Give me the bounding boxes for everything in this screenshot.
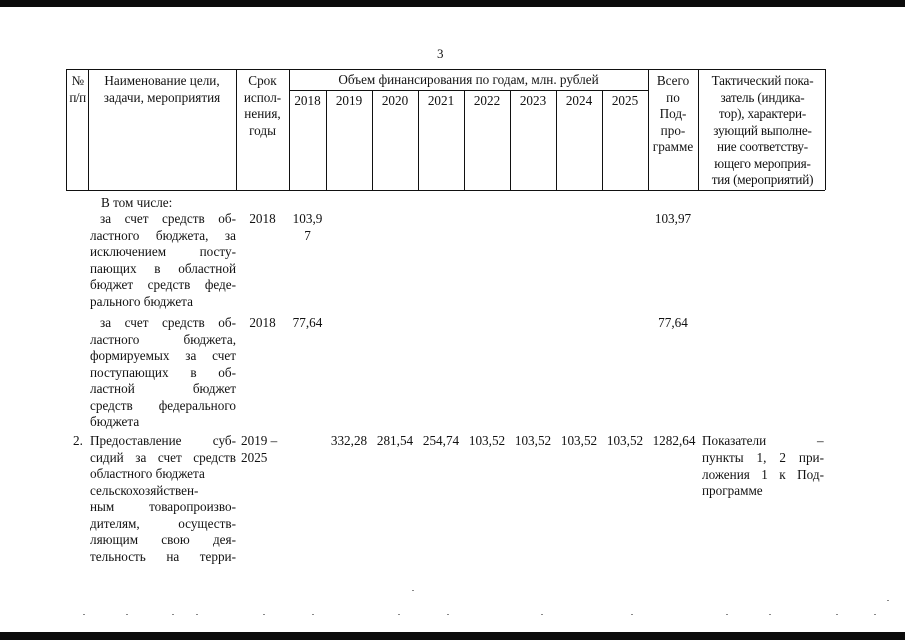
row1-total: 103,97 (654, 211, 692, 226)
row3-term-line: 2025 (241, 449, 268, 465)
row3-2019: 332,28 (330, 433, 368, 448)
row3-line: ляющим свою дея- (90, 532, 236, 547)
row3-line: областного бюджета (90, 466, 205, 481)
header-top-line (66, 69, 825, 70)
row1-line: ластного бюджета, за (90, 227, 236, 243)
header-number-line: № (71, 73, 84, 88)
header-total-line: грамме (652, 139, 694, 154)
header-year-2018: 2018 (294, 93, 321, 108)
header-name (88, 73, 236, 106)
header-indicator-line: тор), характери- (718, 106, 807, 121)
row3-line: ным товаропроизво- (90, 499, 236, 514)
header-year-2021: 2021 (427, 93, 455, 108)
header-total-line: по (666, 89, 680, 105)
years-divider-line (289, 90, 648, 91)
header-number-line: п/п (69, 89, 86, 105)
row3-indicator-line: программе (702, 483, 763, 498)
row3-2022: 103,52 (468, 433, 506, 448)
row2-total: 77,64 (658, 315, 688, 330)
row1-term: 2018 (249, 211, 276, 226)
row3-2020: 281,54 (376, 433, 414, 448)
row1-2018 (289, 211, 326, 244)
row3-line: тельность на терри- (90, 548, 236, 564)
row2-line: средств федерального (90, 397, 236, 413)
row2-line: ластной бюджет (90, 381, 236, 396)
row1-line: за счет средств об- (100, 211, 236, 226)
row3-indicator-dash: – (817, 433, 824, 448)
row2-line: ластного бюджета, (90, 331, 236, 347)
row3-2024: 103,52 (560, 433, 598, 448)
header-name-line: задачи, мероприятия (103, 89, 221, 105)
header-term (236, 73, 289, 139)
header-total-line: Под- (659, 106, 687, 121)
row2-line: формируемых за счет (90, 348, 236, 363)
header-year-2024: 2024 (565, 93, 593, 108)
header-total-line: Всего (656, 73, 690, 88)
header-year-2025: 2025 (611, 93, 639, 108)
page-number: 3 (437, 46, 444, 61)
header-total (648, 73, 698, 156)
row3-term-line: 2019 – (241, 433, 278, 448)
row1-line: пающих в областной (90, 260, 236, 276)
row3-total: 1282,64 (652, 433, 696, 448)
header-term-line: Срок (248, 73, 277, 88)
row1-line: бюджет средств феде- (90, 277, 236, 292)
row2-line: за счет средств об- (100, 315, 236, 330)
header-number (66, 73, 89, 106)
row1-2018-line: 103,9 (292, 211, 323, 226)
intro-label: В том числе: (101, 195, 173, 210)
row3-number: 2. (73, 433, 83, 448)
row1-description (90, 211, 236, 310)
row1-line: исключением посту- (90, 244, 236, 259)
row3-line: дителям, осуществ- (90, 515, 236, 531)
row3-indicator-first: Показатели (702, 433, 767, 448)
header-name-line: Наименование цели, (104, 73, 220, 88)
row3-term (241, 433, 277, 466)
row3-indicator-line: пункты 1, 2 при- (702, 450, 824, 465)
header-year-2020: 2020 (381, 93, 409, 108)
row3-2021: 254,74 (422, 433, 460, 448)
row3-line: Предоставление суб- (90, 433, 236, 448)
row3-line: сидий за счет средств (90, 449, 236, 465)
header-year-2022: 2022 (473, 93, 501, 108)
header-total-line: про- (660, 122, 686, 138)
row3-indicator (702, 450, 824, 500)
header-indicator (699, 73, 826, 189)
header-indicator-line: тия (мероприятий) (711, 172, 814, 187)
header-indicator-line: затель (индика- (720, 89, 805, 105)
header-indicator-line: ние соответству- (717, 139, 808, 154)
header-term-line: испол- (243, 89, 282, 105)
row2-2018: 77,64 (292, 315, 323, 330)
row3-line: сельскохозяйствен- (90, 482, 199, 498)
row2-line: поступающих в об- (90, 364, 236, 380)
row1-line: рального бюджета (90, 293, 193, 309)
row2-line: бюджета (90, 414, 140, 429)
header-indicator-line: Тактический пока- (711, 73, 814, 88)
row3-2023: 103,52 (514, 433, 552, 448)
scan-border-top (0, 0, 905, 7)
row1-2018-line: 7 (304, 227, 311, 243)
header-year-2023: 2023 (519, 93, 547, 108)
header-volume: Объем финансирования по годам, млн. рублей (338, 72, 599, 87)
header-term-line: годы (249, 122, 276, 138)
header-bottom-line (66, 190, 825, 191)
header-indicator-line: ющего мероприя- (714, 155, 811, 171)
row3-2025: 103,52 (606, 433, 644, 448)
header-year-2019: 2019 (335, 93, 363, 108)
row3-indicator-line: ложения 1 к Под- (702, 466, 824, 482)
header-indicator-line: зующий выполне- (713, 122, 812, 138)
header-term-line: нения, (244, 106, 281, 121)
row2-term: 2018 (249, 315, 276, 330)
scan-border-bottom (0, 632, 905, 640)
row2-description (90, 315, 236, 431)
row3-description (90, 433, 236, 565)
